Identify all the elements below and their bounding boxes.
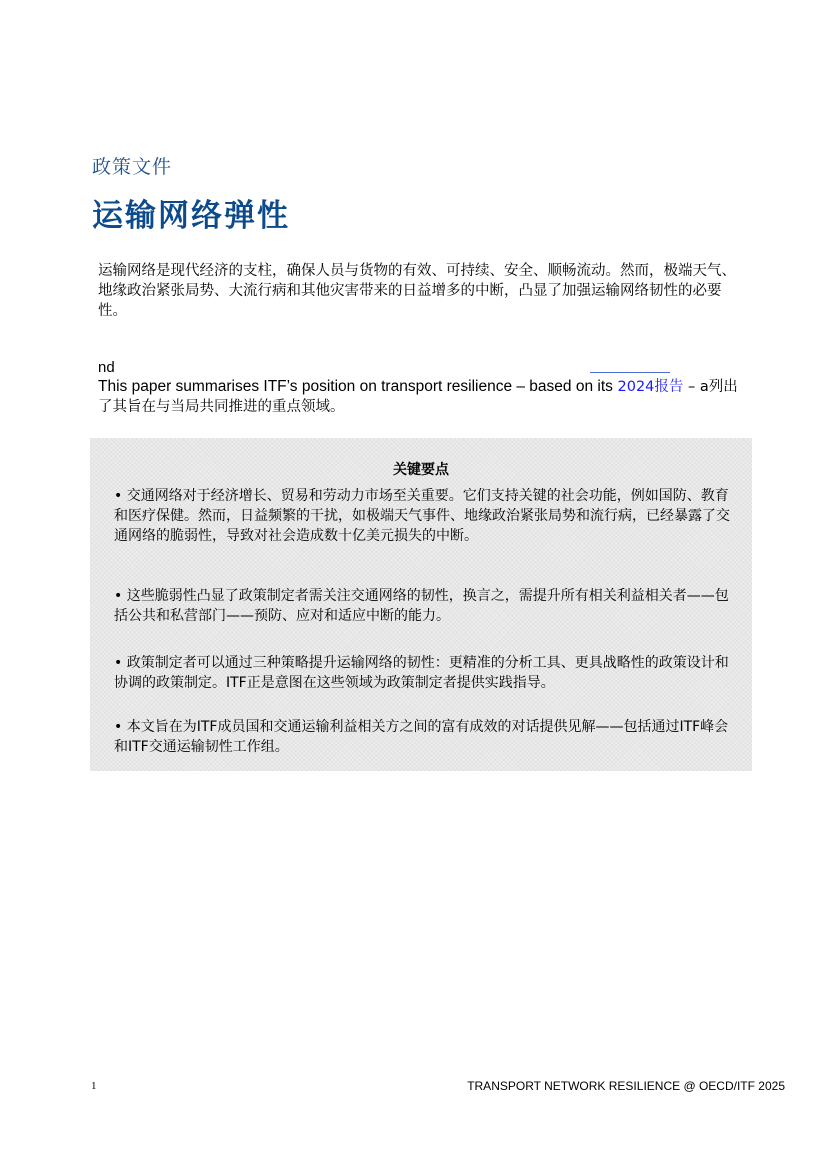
key-points-box [90, 438, 752, 771]
page-number: 1 [91, 1080, 97, 1092]
key-point-item: • 政策制定者可以通过三种策略提升运输网络的韧性：更精准的分析工具、更具战略性的政策设计和协调的政策制定。ITF正是意图在这些领域为政策制定者提供实践指导。 [114, 655, 729, 691]
intro-paragraph: 运输网络是现代经济的支柱，确保人员与货物的有效、可持续、安全、顺畅流动。然而，极端天气、地缘政治紧张局势、大流行病和其他灾害带来的日益增多的中断，凸显了加强运输网络韧性的必要性。 [98, 263, 736, 319]
key-point-item: • 本文旨在为ITF成员国和交通运输利益相关方之间的富有成效的对话提供见解——包括通过ITF峰会和ITF交通运输韧性工作组。 [114, 719, 729, 755]
key-points-title: 关键要点 [393, 462, 449, 478]
stray-text: nd [98, 359, 115, 376]
key-point-item: • 交通网络对于经济增长、贸易和劳动力市场至关重要。它们支持关键的社会功能，例如国防、教育和医疗保健。然而，日益频繁的干扰，如极端天气事件、地缘政治紧张局势和流行病，已经暴露了交通网络的脆弱性，导致对社会造成数十亿美元损失的中断。 [114, 488, 730, 544]
report-link[interactable]: 2024报告 [617, 379, 684, 395]
footer-text: TRANSPORT NETWORK RESILIENCE @ OECD/ITF 2025 [467, 1079, 785, 1093]
link-underline [590, 372, 670, 373]
summary-rest-text: – a列出了其旨在与当局共同推进的重点领域。 [98, 379, 738, 415]
key-point-item: • 这些脆弱性凸显了政策制定者需关注交通网络的韧性，换言之，需提升所有相关利益相关者——包括公共和私营部门——预防、应对和适应中断的能力。 [114, 588, 729, 624]
document-subtitle: 政策文件 [92, 156, 173, 178]
summary-paragraph [98, 377, 738, 417]
document-title: 运输网络弹性 [92, 198, 290, 234]
summary-english-text: This paper summarises ITF’s position on transport resilience – based on its [98, 378, 613, 395]
